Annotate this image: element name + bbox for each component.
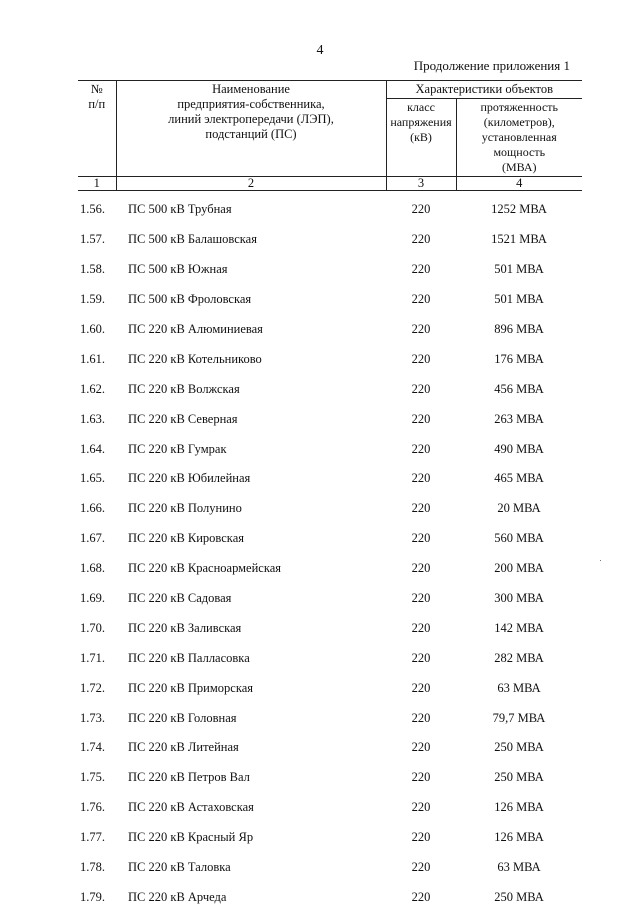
substation-name: ПС 220 кВ Красноармейская [116, 554, 386, 584]
row-number: 1.68. [78, 554, 116, 584]
substation-name: ПС 500 кВ Фроловская [116, 285, 386, 315]
page-number: 4 [0, 43, 640, 59]
voltage-class: 220 [386, 524, 456, 554]
table-row [78, 285, 582, 315]
installed-capacity: 200 МВА [456, 554, 582, 584]
installed-capacity: 250 МВА [456, 882, 582, 912]
installed-capacity: 263 МВА [456, 404, 582, 434]
voltage-class: 220 [386, 793, 456, 823]
scan-speck [600, 560, 601, 561]
row-number: 1.73. [78, 703, 116, 733]
row-number: 1.61. [78, 344, 116, 374]
installed-capacity: 456 МВА [456, 374, 582, 404]
row-number: 1.56. [78, 191, 116, 225]
voltage-class: 220 [386, 703, 456, 733]
table-row [78, 255, 582, 285]
table-header [78, 81, 582, 191]
column-number: 2 [116, 177, 386, 191]
installed-capacity: 560 МВА [456, 524, 582, 554]
column-number: 4 [456, 177, 582, 191]
row-number: 1.59. [78, 285, 116, 315]
row-number: 1.78. [78, 853, 116, 883]
row-number: 1.58. [78, 255, 116, 285]
voltage-class: 220 [386, 673, 456, 703]
voltage-class: 220 [386, 404, 456, 434]
substation-name: ПС 220 кВ Приморская [116, 673, 386, 703]
installed-capacity: 142 МВА [456, 613, 582, 643]
row-number: 1.75. [78, 763, 116, 793]
table-row [78, 344, 582, 374]
installed-capacity: 300 МВА [456, 584, 582, 614]
installed-capacity: 79,7 МВА [456, 703, 582, 733]
table-row [78, 793, 582, 823]
voltage-class: 220 [386, 584, 456, 614]
table-row [78, 404, 582, 434]
installed-capacity: 126 МВА [456, 793, 582, 823]
substation-name: ПС 220 кВ Гумрак [116, 434, 386, 464]
table-row [78, 733, 582, 763]
substation-name: ПС 220 кВ Головная [116, 703, 386, 733]
installed-capacity: 63 МВА [456, 673, 582, 703]
column-number: 1 [78, 177, 116, 191]
table-row [78, 494, 582, 524]
substation-name: ПС 220 кВ Юбилейная [116, 464, 386, 494]
table-row [78, 823, 582, 853]
substation-name: ПС 220 кВ Полунино [116, 494, 386, 524]
substation-name: ПС 220 кВ Петров Вал [116, 763, 386, 793]
substation-name: ПС 220 кВ Астаховская [116, 793, 386, 823]
row-number: 1.77. [78, 823, 116, 853]
substation-name: ПС 220 кВ Северная [116, 404, 386, 434]
voltage-class: 220 [386, 823, 456, 853]
table-row [78, 673, 582, 703]
installed-capacity: 250 МВА [456, 763, 582, 793]
row-number: 1.57. [78, 225, 116, 255]
installed-capacity: 20 МВА [456, 494, 582, 524]
column-numbers-row [78, 177, 582, 191]
table-row [78, 584, 582, 614]
table-row [78, 554, 582, 584]
table-row [78, 225, 582, 255]
appendix-continuation-label: Продолжение приложения 1 [414, 58, 570, 74]
row-number: 1.74. [78, 733, 116, 763]
substation-name: ПС 220 кВ Таловка [116, 853, 386, 883]
voltage-class: 220 [386, 464, 456, 494]
row-number: 1.66. [78, 494, 116, 524]
substation-name: ПС 220 кВ Садовая [116, 584, 386, 614]
installed-capacity: 490 МВА [456, 434, 582, 464]
row-number: 1.63. [78, 404, 116, 434]
substation-name: ПС 220 кВ Кировская [116, 524, 386, 554]
voltage-class: 220 [386, 374, 456, 404]
substation-name: ПС 220 кВ Алюминиевая [116, 315, 386, 345]
table-row [78, 853, 582, 883]
voltage-class: 220 [386, 554, 456, 584]
table-row [78, 434, 582, 464]
installed-capacity: 282 МВА [456, 643, 582, 673]
table-row [78, 524, 582, 554]
table-row [78, 882, 582, 912]
table-row [78, 703, 582, 733]
substation-name: ПС 500 кВ Балашовская [116, 225, 386, 255]
table-body [78, 191, 582, 912]
substation-name: ПС 500 кВ Южная [116, 255, 386, 285]
header-characteristics: Характеристики объектов [386, 81, 582, 99]
substation-name: ПС 500 кВ Трубная [116, 191, 386, 225]
voltage-class: 220 [386, 494, 456, 524]
installed-capacity: 126 МВА [456, 823, 582, 853]
installed-capacity: 501 МВА [456, 285, 582, 315]
voltage-class: 220 [386, 344, 456, 374]
voltage-class: 220 [386, 285, 456, 315]
installed-capacity: 250 МВА [456, 733, 582, 763]
substation-name: ПС 220 кВ Котельниково [116, 344, 386, 374]
substations-table [78, 80, 582, 912]
substation-name: ПС 220 кВ Арчеда [116, 882, 386, 912]
installed-capacity: 465 МВА [456, 464, 582, 494]
row-number: 1.79. [78, 882, 116, 912]
substation-name: ПС 220 кВ Красный Яр [116, 823, 386, 853]
row-number: 1.71. [78, 643, 116, 673]
installed-capacity: 896 МВА [456, 315, 582, 345]
row-number: 1.76. [78, 793, 116, 823]
row-number: 1.65. [78, 464, 116, 494]
row-number: 1.60. [78, 315, 116, 345]
voltage-class: 220 [386, 225, 456, 255]
header-capacity: протяженность (километров), установленная мощность (МВА) [456, 99, 582, 177]
voltage-class: 220 [386, 434, 456, 464]
voltage-class: 220 [386, 613, 456, 643]
table-row [78, 191, 582, 225]
voltage-class: 220 [386, 643, 456, 673]
voltage-class: 220 [386, 255, 456, 285]
installed-capacity: 501 МВА [456, 255, 582, 285]
header-voltage-class: класс напряжения (кВ) [386, 99, 456, 177]
row-number: 1.72. [78, 673, 116, 703]
voltage-class: 220 [386, 733, 456, 763]
header-name: Наименование предприятия-собственника, линий электропередачи (ЛЭП), подстанций (ПС) [116, 81, 386, 177]
installed-capacity: 1521 МВА [456, 225, 582, 255]
table-row [78, 763, 582, 793]
substation-name: ПС 220 кВ Палласовка [116, 643, 386, 673]
table-row [78, 643, 582, 673]
table-row [78, 315, 582, 345]
column-number: 3 [386, 177, 456, 191]
substation-name: ПС 220 кВ Литейная [116, 733, 386, 763]
voltage-class: 220 [386, 853, 456, 883]
voltage-class: 220 [386, 763, 456, 793]
voltage-class: 220 [386, 191, 456, 225]
substation-name: ПС 220 кВ Волжская [116, 374, 386, 404]
table-row [78, 464, 582, 494]
substation-name: ПС 220 кВ Заливская [116, 613, 386, 643]
row-number: 1.70. [78, 613, 116, 643]
installed-capacity: 1252 МВА [456, 191, 582, 225]
installed-capacity: 63 МВА [456, 853, 582, 883]
table-row [78, 374, 582, 404]
voltage-class: 220 [386, 882, 456, 912]
row-number: 1.69. [78, 584, 116, 614]
installed-capacity: 176 МВА [456, 344, 582, 374]
row-number: 1.62. [78, 374, 116, 404]
voltage-class: 220 [386, 315, 456, 345]
header-number: № п/п [78, 81, 116, 177]
row-number: 1.64. [78, 434, 116, 464]
row-number: 1.67. [78, 524, 116, 554]
table-row [78, 613, 582, 643]
